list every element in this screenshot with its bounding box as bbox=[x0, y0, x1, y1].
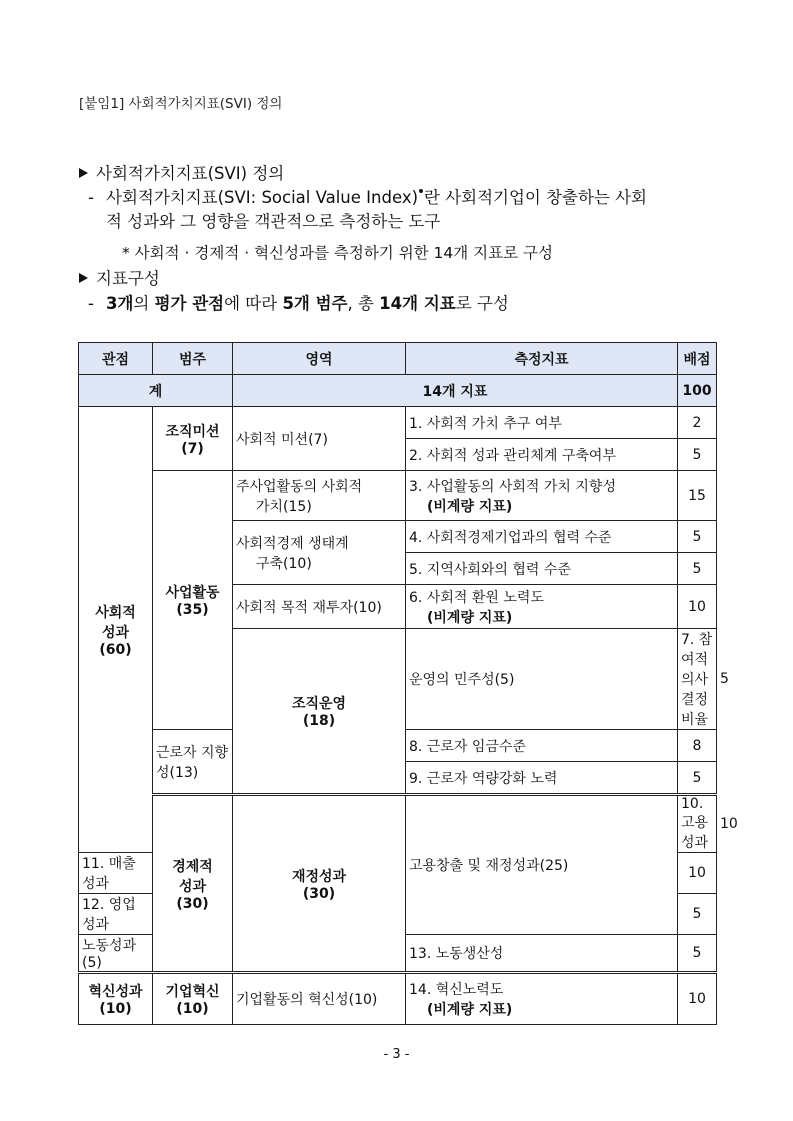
perspective-name: 사회적 bbox=[95, 604, 136, 621]
indicator-cell: 1. 사회적 가치 추구 여부 bbox=[406, 407, 678, 439]
area-line: 주사업활동의 사회적 bbox=[236, 478, 363, 495]
indicator-label: 3. 사업활동의 사회적 가치 지향성 bbox=[409, 478, 616, 495]
header-perspective: 관점 bbox=[79, 343, 153, 375]
category-name: 기업혁신 bbox=[165, 984, 220, 1000]
score-cell: 8 bbox=[678, 730, 717, 762]
indicator-cell bbox=[406, 973, 678, 1025]
category-operations bbox=[233, 629, 406, 795]
indicator-note: (비계량 지표) bbox=[427, 498, 513, 515]
perspective-name: 혁신성과 bbox=[88, 984, 143, 1000]
header-category: 범주 bbox=[153, 343, 233, 375]
score-cell: 5 bbox=[678, 553, 717, 585]
attachment-title: [붙임1] 사회적가치지표(SVI) 정의 bbox=[79, 96, 283, 112]
area-cell: 고용창출 및 재정성과(25) bbox=[406, 795, 678, 935]
indicator-cell: 9. 근로자 역량강화 노력 bbox=[406, 762, 678, 795]
indicator-cell: 2. 사회적 성과 관리체계 구축여부 bbox=[406, 439, 678, 471]
score-cell: 5 bbox=[678, 935, 717, 973]
composition-text: 의 bbox=[133, 294, 155, 313]
score-cell: 5 bbox=[678, 521, 717, 553]
area-cell bbox=[233, 471, 406, 521]
score-cell: 10 bbox=[678, 585, 717, 629]
indicator-cell: 10. 고용성과 bbox=[678, 795, 717, 853]
indicator-note: (비계량 지표) bbox=[427, 609, 513, 626]
footnote-dot-icon bbox=[419, 189, 423, 193]
score-cell: 2 bbox=[678, 407, 717, 439]
area-line: 구축(10) bbox=[256, 555, 312, 572]
total-score: 100 bbox=[678, 375, 717, 407]
dash-bullet: - bbox=[88, 294, 94, 313]
definition-line-1 bbox=[88, 184, 647, 208]
category-points: (18) bbox=[302, 713, 336, 729]
indicator-label: 14. 혁신노력도 bbox=[409, 982, 504, 998]
area-cell: 사회적 목적 재투자(10) bbox=[233, 585, 406, 629]
triangle-bullet-icon bbox=[79, 168, 88, 178]
perspective-points: (30) bbox=[176, 895, 209, 912]
category-name: 재정성과 bbox=[291, 868, 347, 885]
area-cell bbox=[233, 521, 406, 585]
definition-line-2: 적 성과와 그 영향을 객관적으로 측정하는 도구 bbox=[106, 212, 441, 231]
composition-perspective-count: 3개 bbox=[106, 294, 134, 313]
definition-text-b: 란 사회적기업이 창출하는 사회 bbox=[424, 188, 647, 207]
dash-bullet: - bbox=[88, 188, 94, 207]
perspective-points: (60) bbox=[99, 641, 132, 658]
definition-footnote: * 사회적 · 경제적 · 혁신성과를 측정하기 위한 14개 지표로 구성 bbox=[122, 244, 553, 262]
perspective-name: 성과 bbox=[101, 624, 130, 641]
table-row bbox=[79, 973, 717, 1025]
area-cell: 운영의 민주성(5) bbox=[406, 629, 678, 730]
section-heading-composition bbox=[79, 265, 160, 289]
total-label: 계 bbox=[79, 375, 233, 407]
category-points: (10) bbox=[176, 1001, 209, 1017]
total-row bbox=[79, 375, 717, 407]
composition-text: 에 따라 bbox=[224, 294, 283, 313]
perspective-name: 경제적 bbox=[172, 858, 213, 875]
indicator-cell bbox=[406, 585, 678, 629]
category-name: 조직미션 bbox=[165, 423, 220, 440]
area-cell: 노동성과(5) bbox=[79, 935, 153, 973]
indicator-cell: 5. 지역사회와의 협력 수준 bbox=[406, 553, 678, 585]
table-row: 조직운영 (18) 운영의 민주성(5) 7. 참여적 의사결정 비율 5 bbox=[79, 629, 717, 730]
page-number: - 3 - bbox=[383, 1047, 410, 1062]
category-name: 조직운영 bbox=[291, 696, 347, 712]
perspective-innovation bbox=[79, 973, 153, 1025]
category-business bbox=[153, 471, 233, 730]
definition-text-a: 사회적가치지표(SVI: Social Value Index) bbox=[106, 188, 419, 207]
score-cell: 10 bbox=[678, 973, 717, 1025]
indicator-note: (비계량 지표) bbox=[427, 1002, 513, 1018]
header-score: 배점 bbox=[678, 343, 717, 375]
indicator-cell: 7. 참여적 의사결정 비율 bbox=[678, 629, 717, 730]
section-heading-definition bbox=[79, 160, 284, 184]
indicator-label: 6. 사회적 환원 노력도 bbox=[409, 589, 544, 606]
total-indicators: 14개 지표 bbox=[233, 375, 678, 407]
table-row bbox=[79, 407, 717, 439]
indicator-cell bbox=[406, 471, 678, 521]
composition-indicator-count: 14개 지표 bbox=[379, 294, 456, 313]
score-cell: 5 bbox=[678, 894, 717, 935]
header-area: 영역 bbox=[233, 343, 406, 375]
composition-heading: 지표구성 bbox=[96, 269, 160, 288]
composition-category-count: 5개 범주 bbox=[282, 294, 348, 313]
score-cell: 15 bbox=[678, 471, 717, 521]
composition-text: , 총 bbox=[347, 294, 380, 313]
score-cell: 5 bbox=[678, 439, 717, 471]
table-row bbox=[79, 471, 717, 521]
composition-line bbox=[88, 290, 509, 314]
indicator-cell: 8. 근로자 임금수준 bbox=[406, 730, 678, 762]
indicator-cell: 11. 매출성과 bbox=[79, 853, 153, 894]
area-cell: 근로자 지향성(13) bbox=[153, 730, 233, 795]
category-points: (35) bbox=[176, 602, 209, 618]
category-mission bbox=[153, 407, 233, 471]
perspective-name: 성과 bbox=[178, 878, 207, 895]
area-line: 가치(15) bbox=[256, 498, 312, 515]
header-indicator: 측정지표 bbox=[406, 343, 678, 375]
area-cell: 사회적 미션(7) bbox=[233, 407, 406, 471]
score-cell: 10 bbox=[678, 853, 717, 894]
area-line: 사회적경제 생태계 bbox=[236, 535, 349, 552]
category-points: (7) bbox=[181, 440, 204, 457]
category-finance bbox=[233, 795, 406, 973]
table-header-row bbox=[79, 343, 717, 375]
category-points: (30) bbox=[302, 885, 336, 902]
area-cell: 기업활동의 혁신성(10) bbox=[233, 973, 406, 1025]
indicator-cell: 12. 영업성과 bbox=[79, 894, 153, 935]
composition-text: 로 구성 bbox=[455, 294, 509, 313]
composition-perspective: 평가 관점 bbox=[154, 294, 225, 313]
indicator-cell: 4. 사회적경제기업과의 협력 수준 bbox=[406, 521, 678, 553]
perspective-economic bbox=[153, 795, 233, 973]
triangle-bullet-icon bbox=[79, 273, 88, 283]
table-row: 경제적 성과 (30) 재정성과 (30) 고용창출 및 재정성과(25) 10. 고용성과 10 bbox=[79, 795, 717, 853]
perspective-points: (10) bbox=[99, 1001, 132, 1017]
svi-table bbox=[78, 342, 738, 1025]
category-name: 사업활동 bbox=[165, 585, 220, 601]
score-cell: 5 bbox=[678, 762, 717, 795]
indicator-cell: 13. 노동생산성 bbox=[406, 935, 678, 973]
category-innovation bbox=[153, 973, 233, 1025]
perspective-social bbox=[79, 407, 153, 853]
definition-heading: 사회적가치지표(SVI) 정의 bbox=[96, 164, 285, 183]
